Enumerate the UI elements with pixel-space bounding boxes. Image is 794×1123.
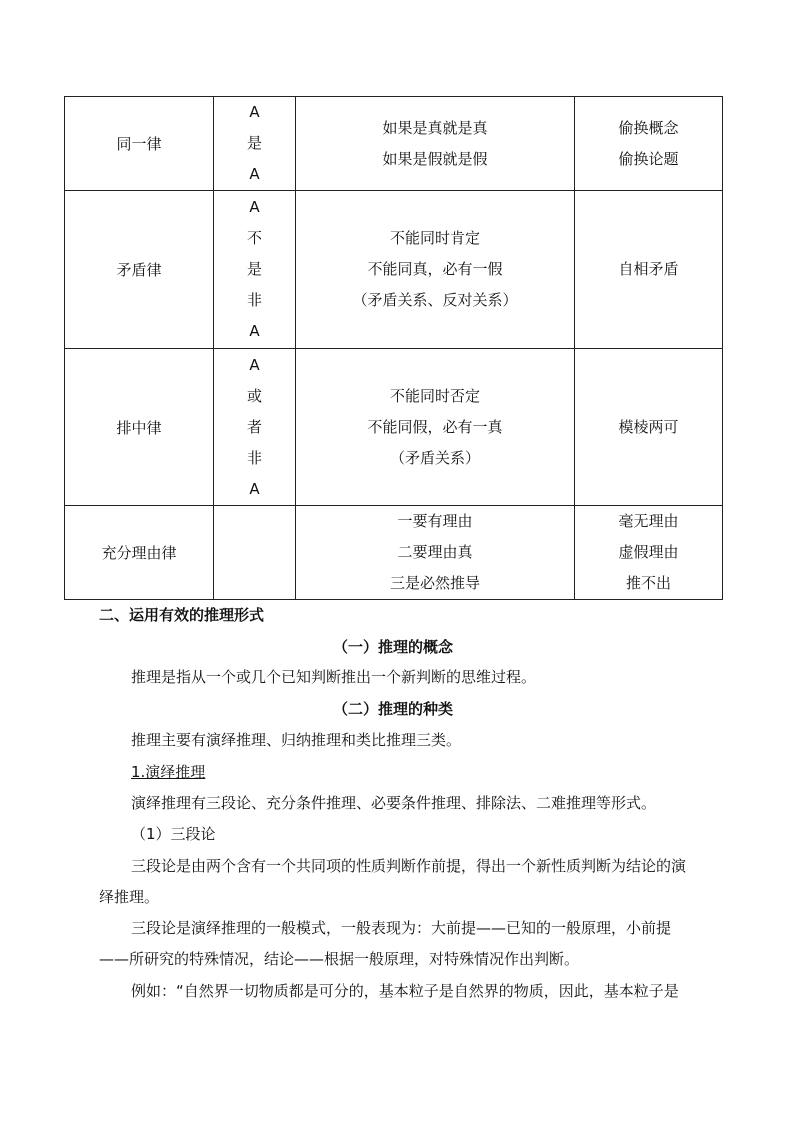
formula-char: 非 bbox=[246, 448, 262, 467]
formula-char: A bbox=[249, 479, 260, 498]
formula-char: 是 bbox=[246, 260, 262, 278]
formula-char: 或 bbox=[246, 386, 262, 405]
content-line: 如果是假就是假 bbox=[382, 149, 488, 168]
error-line: 偷换概念 bbox=[618, 118, 679, 137]
formula-char: 是 bbox=[246, 134, 262, 152]
law-error-cell bbox=[575, 349, 723, 506]
formula-char: 非 bbox=[246, 291, 262, 309]
error-line: 推不出 bbox=[625, 574, 671, 592]
formula-char: A bbox=[249, 355, 260, 374]
law-formula-cell bbox=[214, 349, 296, 506]
law-name-cell bbox=[65, 506, 214, 600]
content-line: 不能同时肯定 bbox=[389, 229, 480, 247]
error-line: 模棱两可 bbox=[618, 417, 679, 436]
law-content-cell bbox=[296, 506, 575, 600]
logic-laws-table bbox=[64, 96, 723, 600]
table-row bbox=[65, 97, 723, 191]
content-line: 如果是真就是真 bbox=[382, 118, 488, 137]
content-line: （矛盾关系） bbox=[389, 448, 480, 467]
law-name: 矛盾律 bbox=[116, 261, 162, 279]
table-row bbox=[65, 349, 723, 506]
law-error-cell bbox=[575, 506, 723, 600]
law-content-cell bbox=[296, 191, 575, 349]
content-line: （矛盾关系、反对关系） bbox=[352, 291, 518, 309]
paragraph: 例如：“自然界一切物质都是可分的，基本粒子是自然界的物质，因此，基本粒子是 bbox=[131, 982, 679, 1000]
formula-char: 者 bbox=[246, 417, 262, 436]
law-formula-cell bbox=[214, 191, 296, 349]
formula-char: A bbox=[249, 322, 260, 340]
law-name-cell bbox=[65, 191, 214, 349]
content-line: 三是必然推导 bbox=[389, 574, 480, 592]
paragraph: 推理主要有演绎推理、归纳推理和类比推理三类。 bbox=[131, 731, 462, 749]
topic-heading: 1.演绎推理 bbox=[131, 763, 206, 781]
law-name: 充分理由律 bbox=[101, 544, 177, 562]
formula-char: 不 bbox=[246, 229, 262, 247]
content-line: 一要有理由 bbox=[397, 512, 473, 530]
content-line: 不能同时否定 bbox=[389, 386, 480, 405]
formula-char: A bbox=[249, 103, 260, 121]
table-row bbox=[65, 191, 723, 349]
paragraph: 推理是指从一个或几个已知判断推出一个新判断的思维过程。 bbox=[131, 668, 537, 686]
law-name-cell bbox=[65, 349, 214, 506]
content-line: 二要理由真 bbox=[397, 543, 473, 561]
law-name: 同一律 bbox=[116, 135, 162, 153]
formula-char: A bbox=[249, 165, 260, 183]
formula-char: A bbox=[249, 198, 260, 216]
subsection-heading: （二）推理的种类 bbox=[332, 700, 453, 718]
law-name-cell bbox=[65, 97, 214, 191]
error-line: 毫无理由 bbox=[618, 512, 679, 530]
content-line: 不能同假，必有一真 bbox=[367, 417, 503, 436]
error-line: 虚假理由 bbox=[618, 543, 679, 561]
paragraph-continuation: ——所研究的特殊情况，结论——根据一般原理，对特殊情况作出判断。 bbox=[99, 950, 580, 968]
law-formula-cell bbox=[214, 97, 296, 191]
law-error-cell bbox=[575, 191, 723, 349]
content-line: 不能同真，必有一假 bbox=[367, 260, 503, 278]
subsection-heading: （一）推理的概念 bbox=[332, 638, 453, 656]
law-content-cell bbox=[296, 97, 575, 191]
paragraph: 三段论是由两个含有一个共同项的性质判断作前提，得出一个新性质判断为结论的演 bbox=[131, 857, 687, 875]
error-line: 偷换论题 bbox=[618, 149, 679, 168]
paragraph-continuation: 绎推理。 bbox=[99, 888, 160, 906]
law-content-cell bbox=[296, 349, 575, 506]
paragraph: 三段论是演绎推理的一般模式，一般表现为：大前提——已知的一般原理，小前提 bbox=[131, 919, 672, 937]
error-line: 自相矛盾 bbox=[618, 260, 679, 278]
law-error-cell bbox=[575, 97, 723, 191]
law-formula-cell bbox=[214, 506, 296, 600]
law-name: 排中律 bbox=[116, 418, 162, 437]
topic-subheading: （1）三段论 bbox=[131, 825, 216, 843]
table-row bbox=[65, 506, 723, 600]
paragraph: 演绎推理有三段论、充分条件推理、必要条件推理、排除法、二难推理等形式。 bbox=[131, 794, 657, 812]
section-heading: 二、运用有效的推理形式 bbox=[99, 606, 265, 624]
